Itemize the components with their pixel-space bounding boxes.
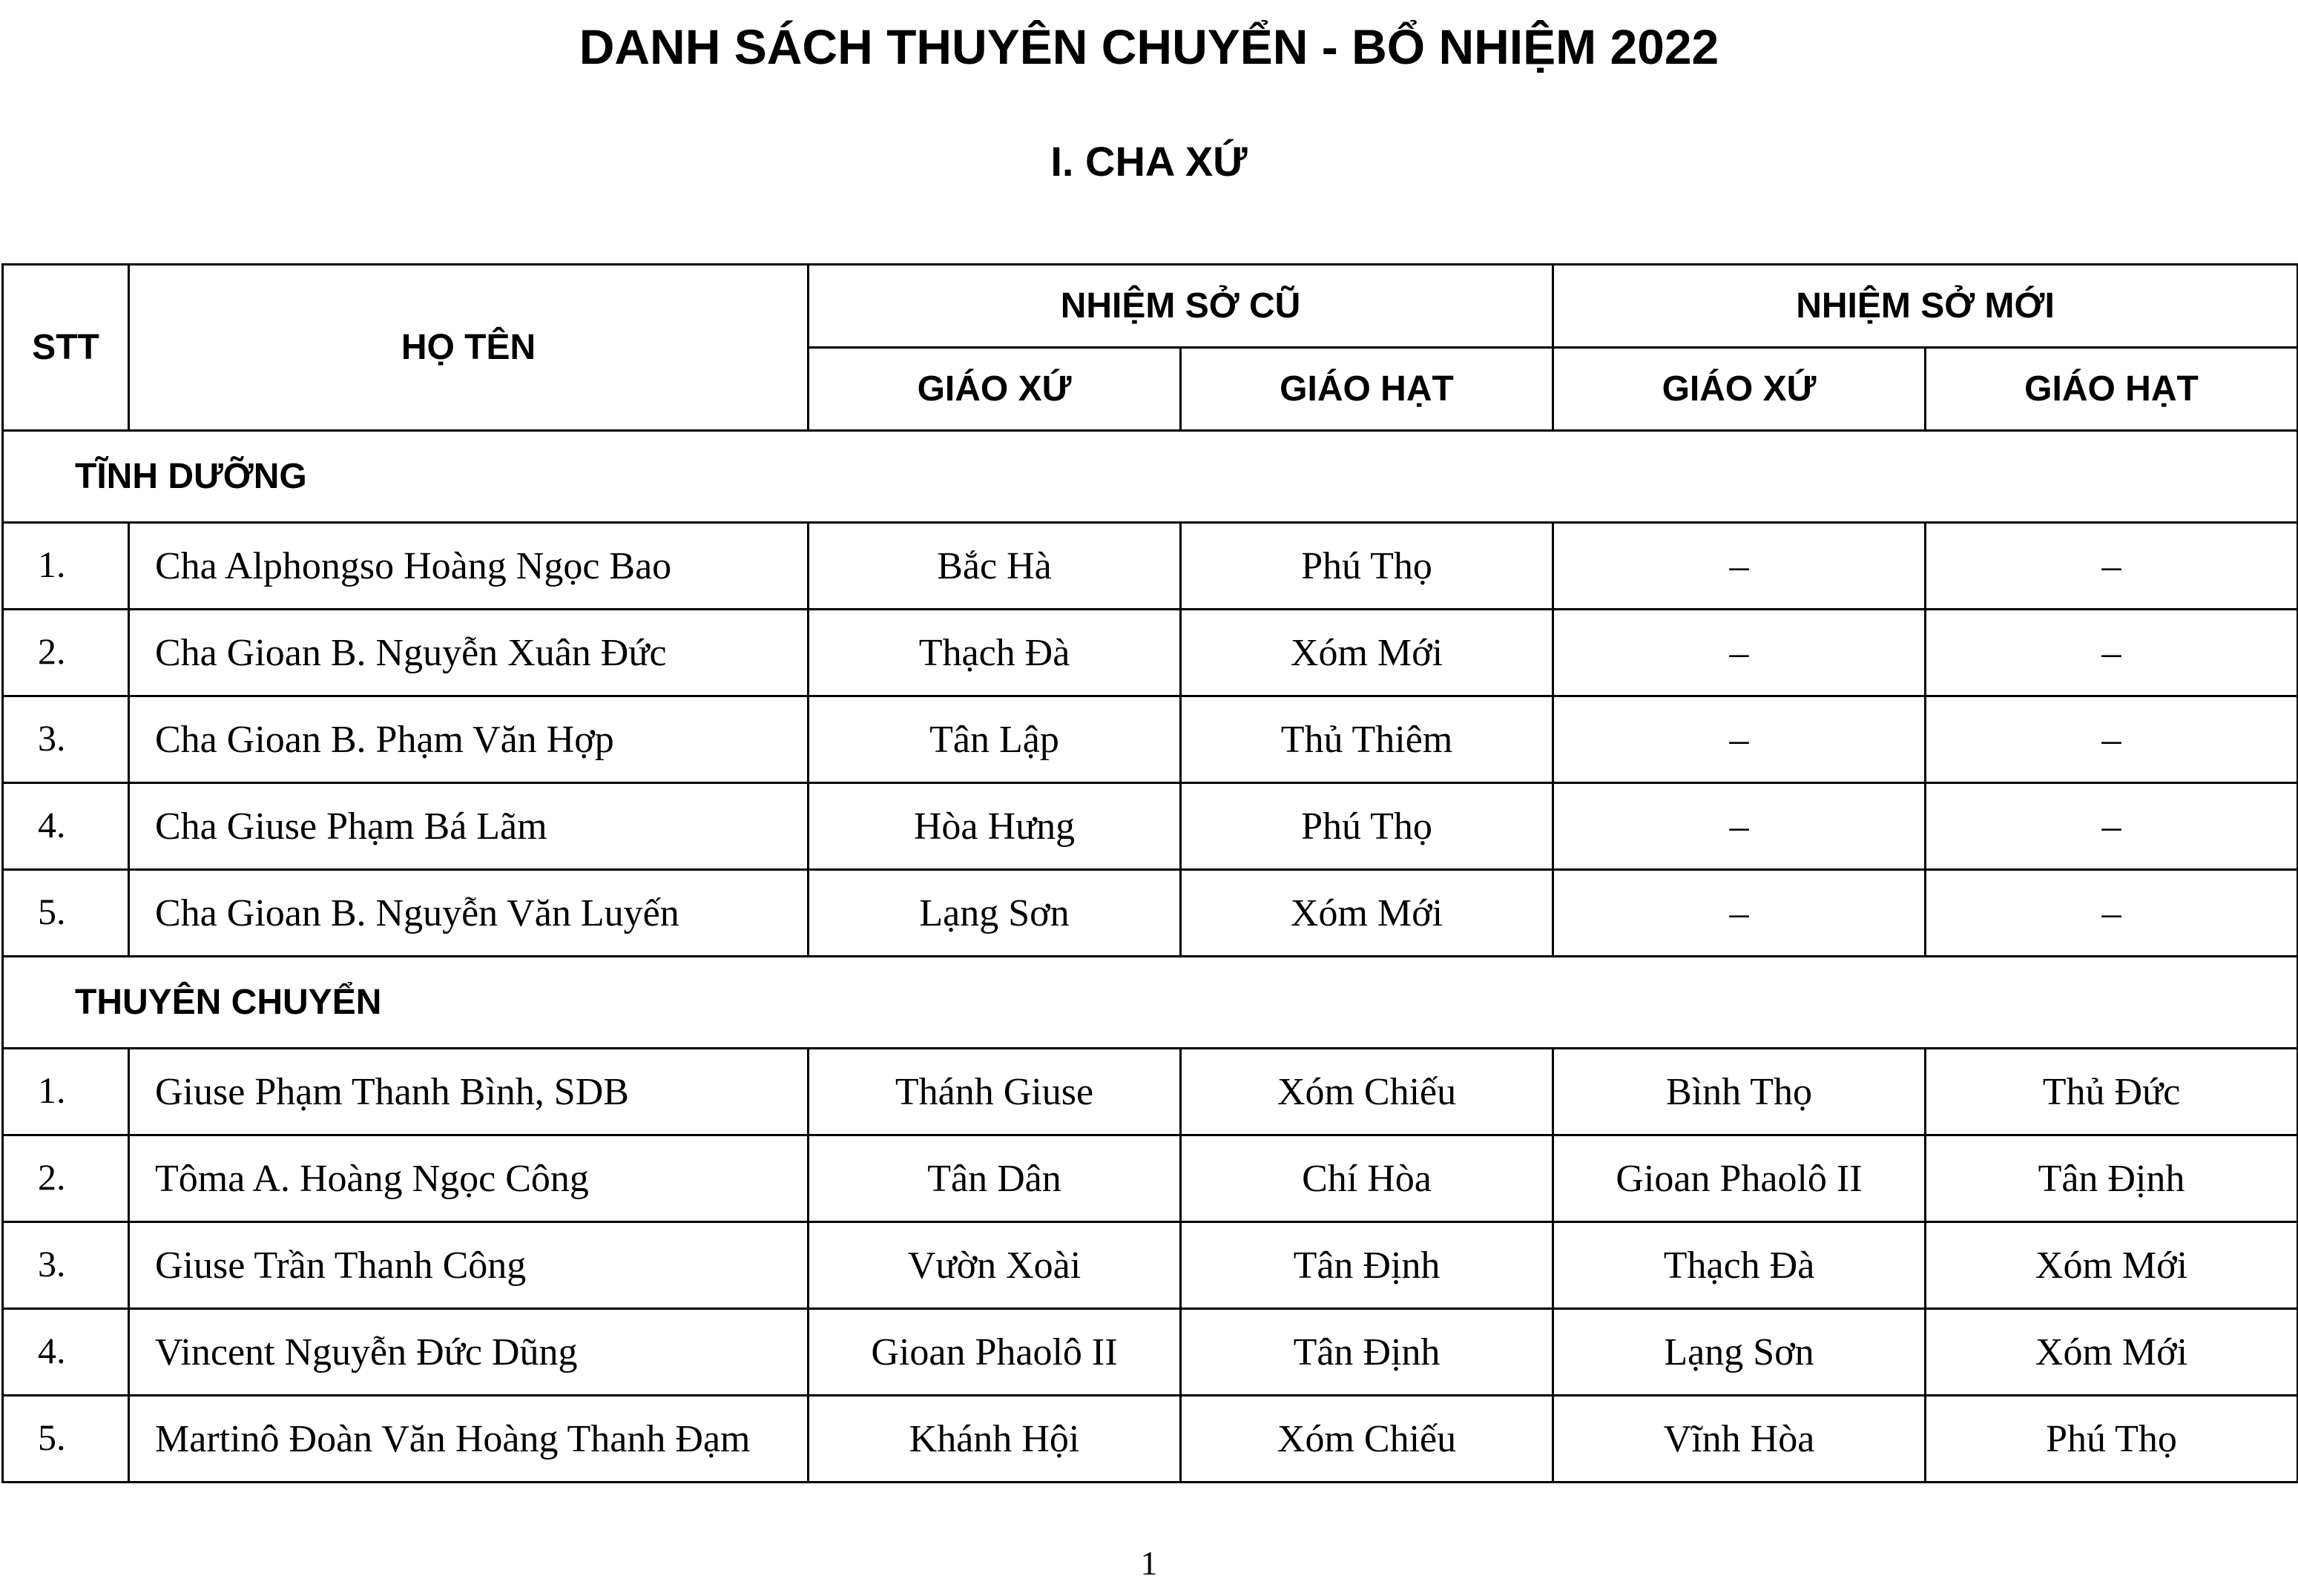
old-parish-cell: Lạng Sơn xyxy=(809,870,1181,957)
name-cell: Cha Giuse Phạm Bá Lãm xyxy=(129,783,809,870)
new-parish-cell: – xyxy=(1553,610,1926,696)
old-parish-cell: Gioan Phaolô II xyxy=(809,1309,1181,1396)
name-cell: Martinô Đoàn Văn Hoàng Thanh Đạm xyxy=(129,1396,809,1483)
old-parish-cell: Vườn Xoài xyxy=(809,1222,1181,1309)
new-deanery-cell: Tân Định xyxy=(1926,1135,2298,1222)
new-parish-cell: – xyxy=(1553,696,1926,783)
group-row xyxy=(3,431,2298,523)
old-parish-cell: Tân Lập xyxy=(809,696,1181,783)
stt-cell: 5. xyxy=(3,1396,129,1483)
new-parish-cell: – xyxy=(1553,523,1926,610)
header-old-post: NHIỆM SỞ CŨ xyxy=(809,265,1553,348)
new-parish-cell: Gioan Phaolô II xyxy=(1553,1135,1926,1222)
table-row xyxy=(3,1396,2298,1483)
old-parish-cell: Thạch Đà xyxy=(809,610,1181,696)
new-parish-cell: Vĩnh Hòa xyxy=(1553,1396,1926,1483)
name-cell: Cha Gioan B. Nguyễn Văn Luyến xyxy=(129,870,809,957)
stt-cell: 2. xyxy=(3,610,129,696)
old-deanery-cell: Thủ Thiêm xyxy=(1181,696,1553,783)
old-deanery-cell: Xóm Chiếu xyxy=(1181,1049,1553,1135)
table-row xyxy=(3,870,2298,957)
table-row xyxy=(3,1309,2298,1396)
table-row xyxy=(3,1135,2298,1222)
header-stt: STT xyxy=(3,265,129,431)
new-deanery-cell: Phú Thọ xyxy=(1926,1396,2298,1483)
name-cell: Vincent Nguyễn Đức Dũng xyxy=(129,1309,809,1396)
name-cell: Giuse Trần Thanh Công xyxy=(129,1222,809,1309)
old-parish-cell: Khánh Hội xyxy=(809,1396,1181,1483)
old-parish-cell: Bắc Hà xyxy=(809,523,1181,610)
stt-cell: 2. xyxy=(3,1135,129,1222)
section-title: I. CHA XỨ xyxy=(1050,138,1248,185)
new-parish-cell: Bình Thọ xyxy=(1553,1049,1926,1135)
name-cell: Tôma A. Hoàng Ngọc Công xyxy=(129,1135,809,1222)
table-row xyxy=(3,1222,2298,1309)
table-body xyxy=(3,431,2298,1483)
old-deanery-cell: Tân Định xyxy=(1181,1222,1553,1309)
group-label: THUYÊN CHUYỂN xyxy=(3,957,2298,1049)
old-deanery-cell: Phú Thọ xyxy=(1181,523,1553,610)
group-row xyxy=(3,957,2298,1049)
old-parish-cell: Thánh Giuse xyxy=(809,1049,1181,1135)
document-title: DANH SÁCH THUYÊN CHUYỂN - BỔ NHIỆM 2022 xyxy=(579,19,1719,74)
stt-cell: 4. xyxy=(3,1309,129,1396)
new-deanery-cell: – xyxy=(1926,783,2298,870)
new-deanery-cell: Xóm Mới xyxy=(1926,1309,2298,1396)
table-row xyxy=(3,610,2298,696)
new-parish-cell: Lạng Sơn xyxy=(1553,1309,1926,1396)
new-deanery-cell: – xyxy=(1926,696,2298,783)
old-parish-cell: Tân Dân xyxy=(809,1135,1181,1222)
new-deanery-cell: – xyxy=(1926,610,2298,696)
header-new-parish: GIÁO XỨ xyxy=(1553,348,1926,431)
old-deanery-cell: Xóm Mới xyxy=(1181,870,1553,957)
stt-cell: 1. xyxy=(3,523,129,610)
stt-cell: 3. xyxy=(3,696,129,783)
table-row xyxy=(3,523,2298,610)
new-deanery-cell: Xóm Mới xyxy=(1926,1222,2298,1309)
page-number: 1 xyxy=(1140,1544,1158,1582)
name-cell: Cha Gioan B. Phạm Văn Hợp xyxy=(129,696,809,783)
new-parish-cell: Thạch Đà xyxy=(1553,1222,1926,1309)
table-row xyxy=(3,783,2298,870)
old-deanery-cell: Phú Thọ xyxy=(1181,783,1553,870)
old-deanery-cell: Chí Hòa xyxy=(1181,1135,1553,1222)
name-cell: Giuse Phạm Thanh Bình, SDB xyxy=(129,1049,809,1135)
stt-cell: 3. xyxy=(3,1222,129,1309)
new-parish-cell: – xyxy=(1553,783,1926,870)
table-row xyxy=(3,696,2298,783)
header-old-deanery: GIÁO HẠT xyxy=(1181,348,1553,431)
stt-cell: 4. xyxy=(3,783,129,870)
stt-cell: 5. xyxy=(3,870,129,957)
header-row-top xyxy=(3,265,2298,348)
new-deanery-cell: – xyxy=(1926,523,2298,610)
new-deanery-cell: Thủ Đức xyxy=(1926,1049,2298,1135)
old-parish-cell: Hòa Hưng xyxy=(809,783,1181,870)
header-name: HỌ TÊN xyxy=(129,265,809,431)
new-deanery-cell: – xyxy=(1926,870,2298,957)
header-new-post: NHIỆM SỞ MỚI xyxy=(1553,265,2298,348)
old-deanery-cell: Tân Định xyxy=(1181,1309,1553,1396)
old-deanery-cell: Xóm Chiếu xyxy=(1181,1396,1553,1483)
header-new-deanery: GIÁO HẠT xyxy=(1926,348,2298,431)
header-old-parish: GIÁO XỨ xyxy=(809,348,1181,431)
table-row xyxy=(3,1049,2298,1135)
new-parish-cell: – xyxy=(1553,870,1926,957)
stt-cell: 1. xyxy=(3,1049,129,1135)
name-cell: Cha Alphongso Hoàng Ngọc Bao xyxy=(129,523,809,610)
old-deanery-cell: Xóm Mới xyxy=(1181,610,1553,696)
group-label: TĨNH DƯỠNG xyxy=(3,431,2298,523)
name-cell: Cha Gioan B. Nguyễn Xuân Đức xyxy=(129,610,809,696)
transfer-table xyxy=(1,263,2298,1483)
